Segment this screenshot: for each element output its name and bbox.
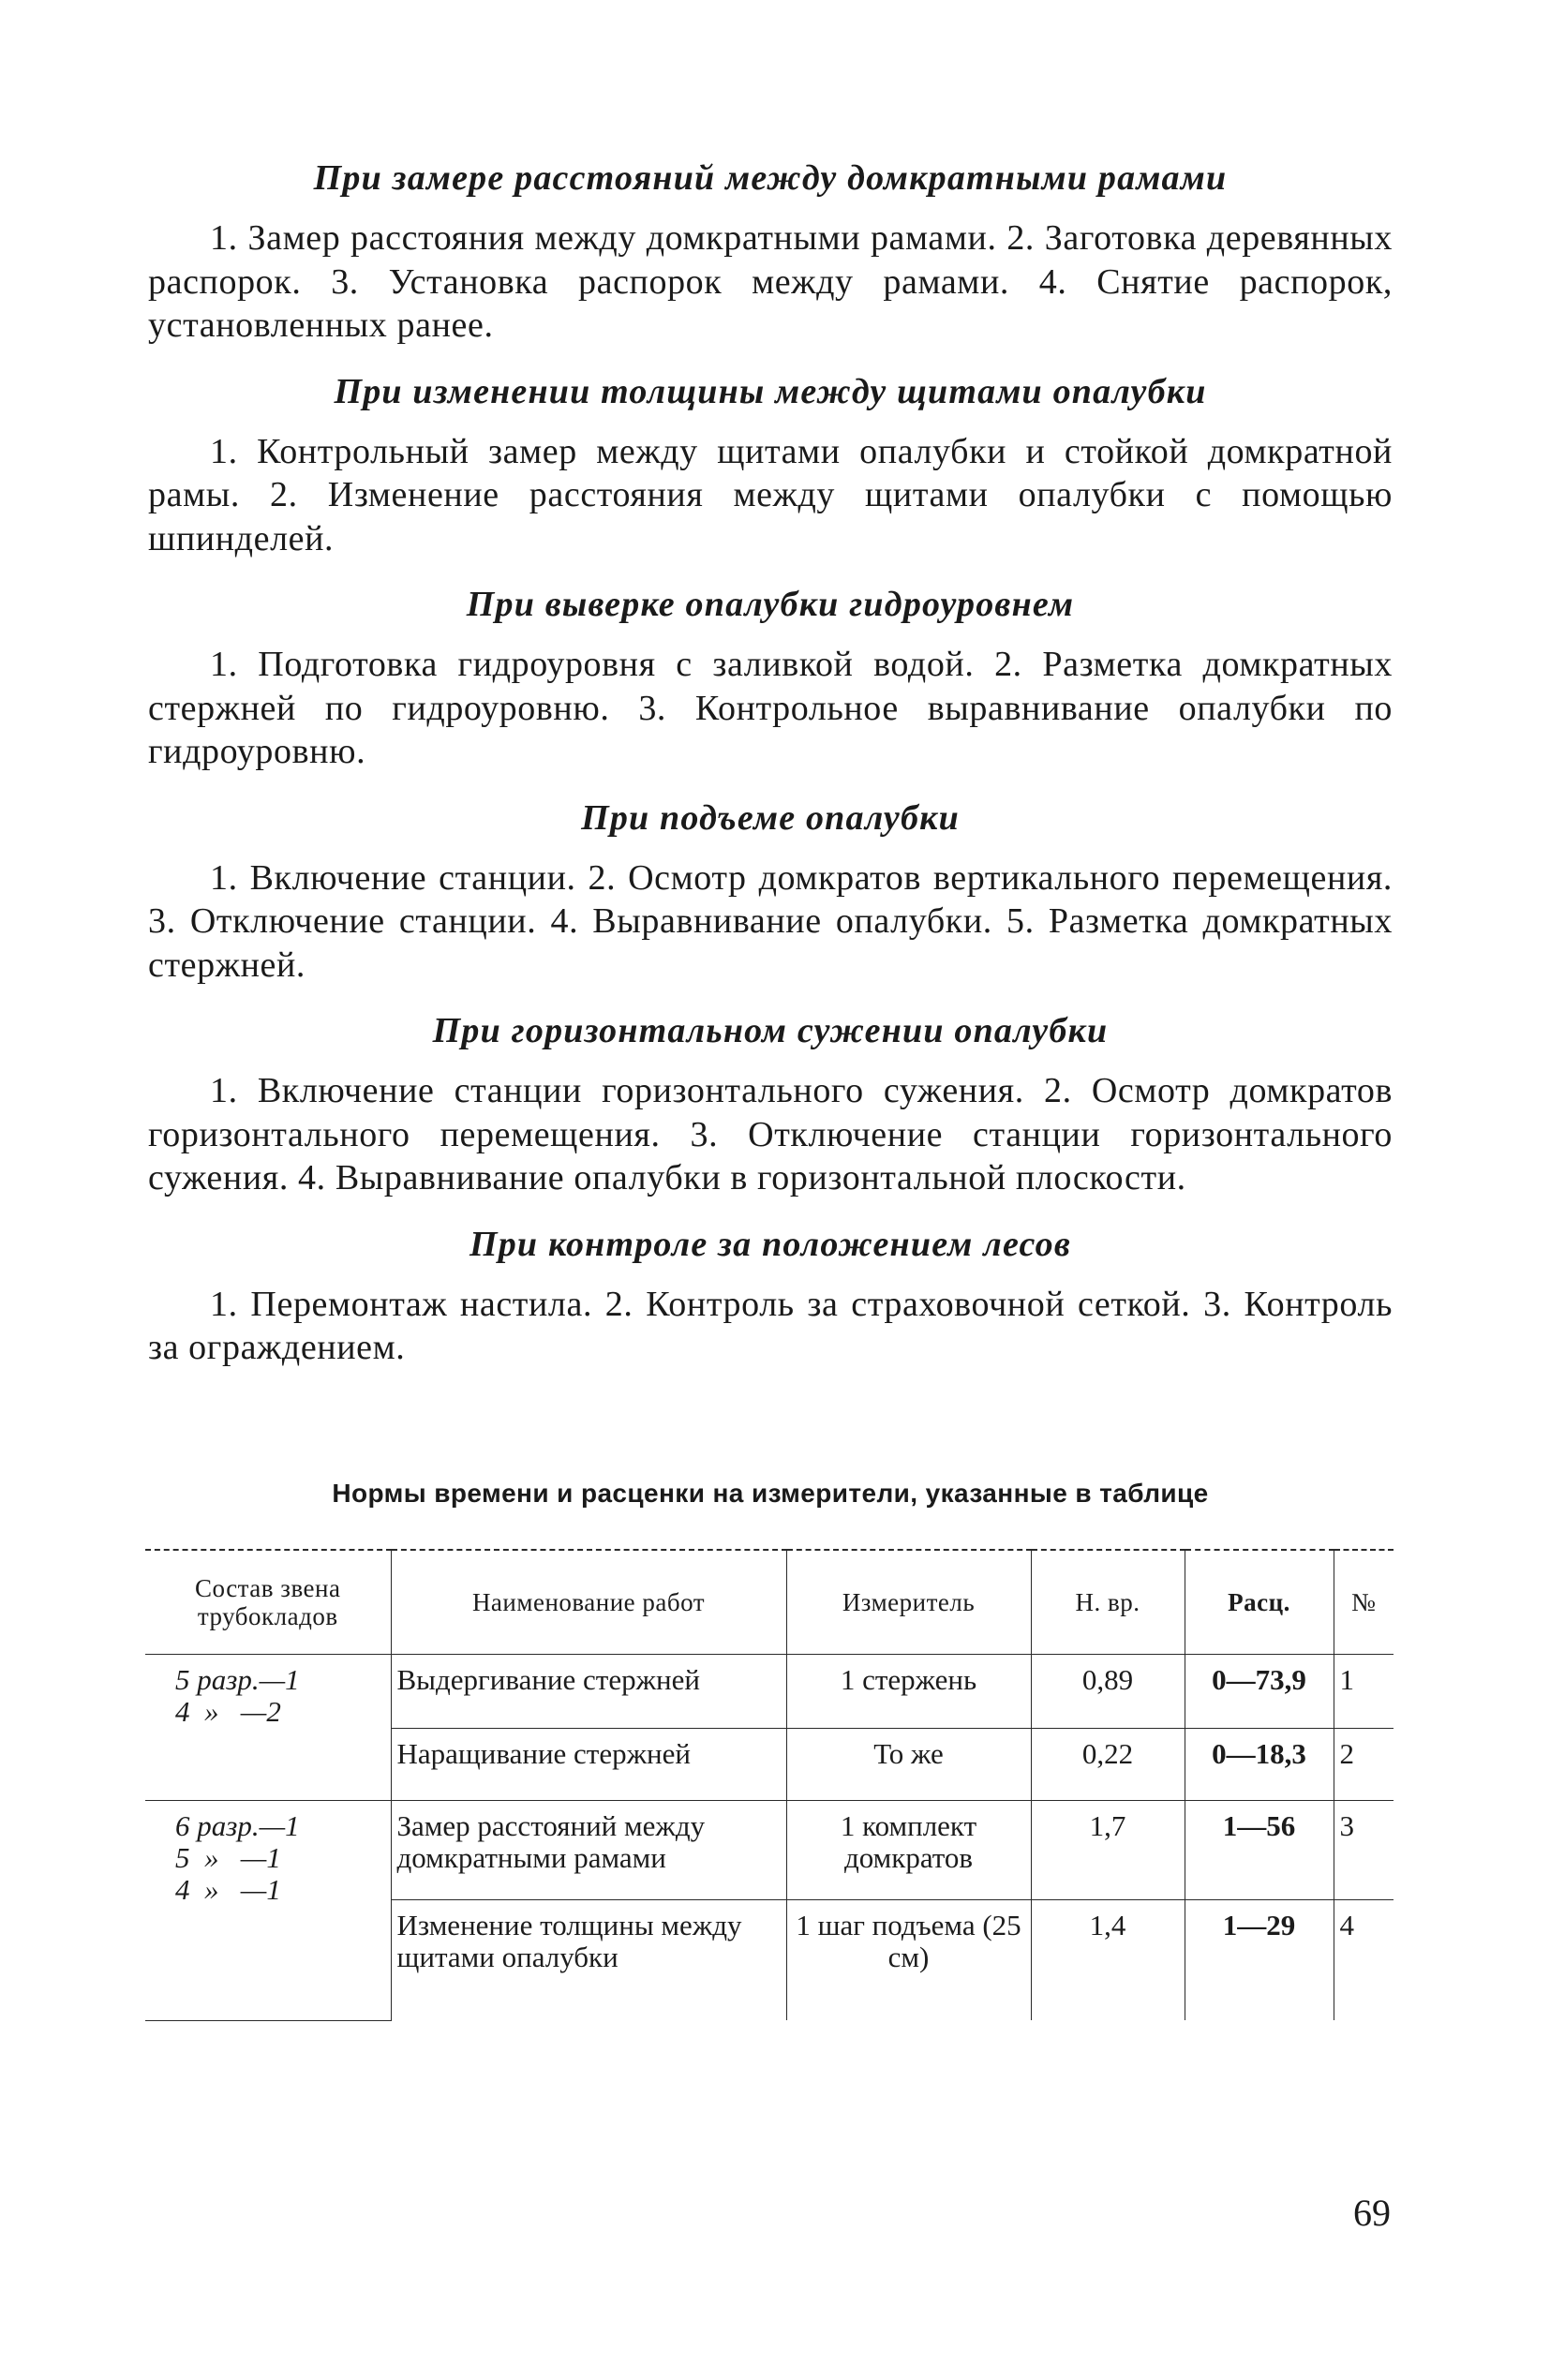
- crew-composition-cell: [145, 1801, 391, 2021]
- section-title: При горизонтальном сужении опалубки: [432, 1011, 1109, 1050]
- section-title: При выверке опалубки гидроуровнем: [466, 585, 1075, 624]
- table-header-row: [145, 1550, 1394, 1655]
- text-column: [148, 155, 1393, 1391]
- header-number: №: [1334, 1550, 1394, 1655]
- work-name-cell: Выдергивание стержней: [391, 1655, 786, 1729]
- unit-cell: 1 комплект домкратов: [786, 1801, 1031, 1900]
- row-number-cell: 4: [1334, 1900, 1394, 2021]
- crew-composition-line: 6 разр.—1: [175, 1809, 300, 1842]
- table-row: [145, 1801, 1394, 1900]
- header-time-norm: Н. вр.: [1031, 1550, 1185, 1655]
- crew-composition-cell: [145, 1655, 391, 1801]
- section-title: При контроле за положением лесов: [469, 1224, 1072, 1264]
- work-name-cell: Наращивание стержней: [391, 1729, 786, 1801]
- section-body: 1. Замер расстояния между домкратными рамами. 2. Заготовка деревянных распорок. 3. Установка распорок между рамами. 4. Снятие распорок, установленных ранее.: [148, 218, 1393, 345]
- unit-cell: То же: [786, 1729, 1031, 1801]
- section-body: 1. Включение станции. 2. Осмотр домкратов вертикального перемещения. 3. Отключение станции. 4. Выравнивание опалубки. 5. Разметка домкратных стержней.: [148, 857, 1393, 985]
- time-norm-cell: 0,89: [1031, 1655, 1185, 1729]
- crew-composition-line: 5 » —1: [175, 1841, 281, 1874]
- section-body: 1. Включение станции горизонтального сужения. 2. Осмотр домкратов горизонтального перемещения. 3. Отключение станции горизонтального сужения. 4. Выравнивание опалубки в горизонтальной плоскости.: [148, 1071, 1393, 1197]
- page-number: 69: [1353, 2192, 1391, 2234]
- header-work-name: Наименование работ: [391, 1550, 786, 1655]
- rate-cell: 0—73,9: [1185, 1655, 1334, 1729]
- section-title: При подъеме опалубки: [581, 797, 960, 838]
- section-body: 1. Перемонтаж настила. 2. Контроль за страховочной сеткой. 3. Контроль за ограждением.: [148, 1284, 1393, 1367]
- time-norm-cell: 0,22: [1031, 1729, 1185, 1801]
- rate-cell: 1—56: [1185, 1801, 1334, 1900]
- rate-cell: 1—29: [1185, 1900, 1334, 2021]
- section-title: При замере расстояний между домкратными рамами: [313, 158, 1228, 198]
- row-number-cell: 3: [1334, 1801, 1394, 1900]
- table-row: [145, 1655, 1394, 1729]
- section-body: 1. Контрольный замер между щитами опалубки и стойкой домкратной рамы. 2. Изменение расстояния между щитами опалубки с помощью шпинделей.: [148, 431, 1393, 558]
- section-body: 1. Подготовка гидроуровня с заливкой водой. 2. Разметка домкратных стержней по гидроуровню. 3. Контрольное выравнивание опалубки по гидроуровню.: [148, 645, 1393, 771]
- unit-cell: 1 стержень: [786, 1655, 1031, 1729]
- row-number-cell: 2: [1334, 1729, 1394, 1801]
- crew-composition-line: 4 » —2: [175, 1695, 281, 1728]
- header-composition: Состав звена трубокладов: [145, 1550, 391, 1655]
- norms-table: [145, 1549, 1394, 2021]
- unit-cell: 1 шаг подъема (25 см): [786, 1900, 1031, 2021]
- time-norm-cell: 1,4: [1031, 1900, 1185, 2021]
- crew-composition-line: 5 разр.—1: [175, 1663, 300, 1696]
- work-name-cell: Замер расстояний между домкратными рамами: [391, 1801, 786, 1900]
- header-rate: Расц.: [1185, 1550, 1334, 1655]
- work-name-cell: Изменение толщины между щитами опалубки: [391, 1900, 786, 2021]
- rate-cell: 0—18,3: [1185, 1729, 1334, 1801]
- crew-composition-line: 4 » —1: [175, 1873, 281, 1906]
- section-title: При изменении толщины между щитами опалубки: [334, 371, 1207, 411]
- table-title: Нормы времени и расценки на измерители, указанные в таблице: [332, 1479, 1209, 1508]
- header-unit: Измеритель: [786, 1550, 1031, 1655]
- time-norm-cell: 1,7: [1031, 1801, 1185, 1900]
- row-number-cell: 1: [1334, 1655, 1394, 1729]
